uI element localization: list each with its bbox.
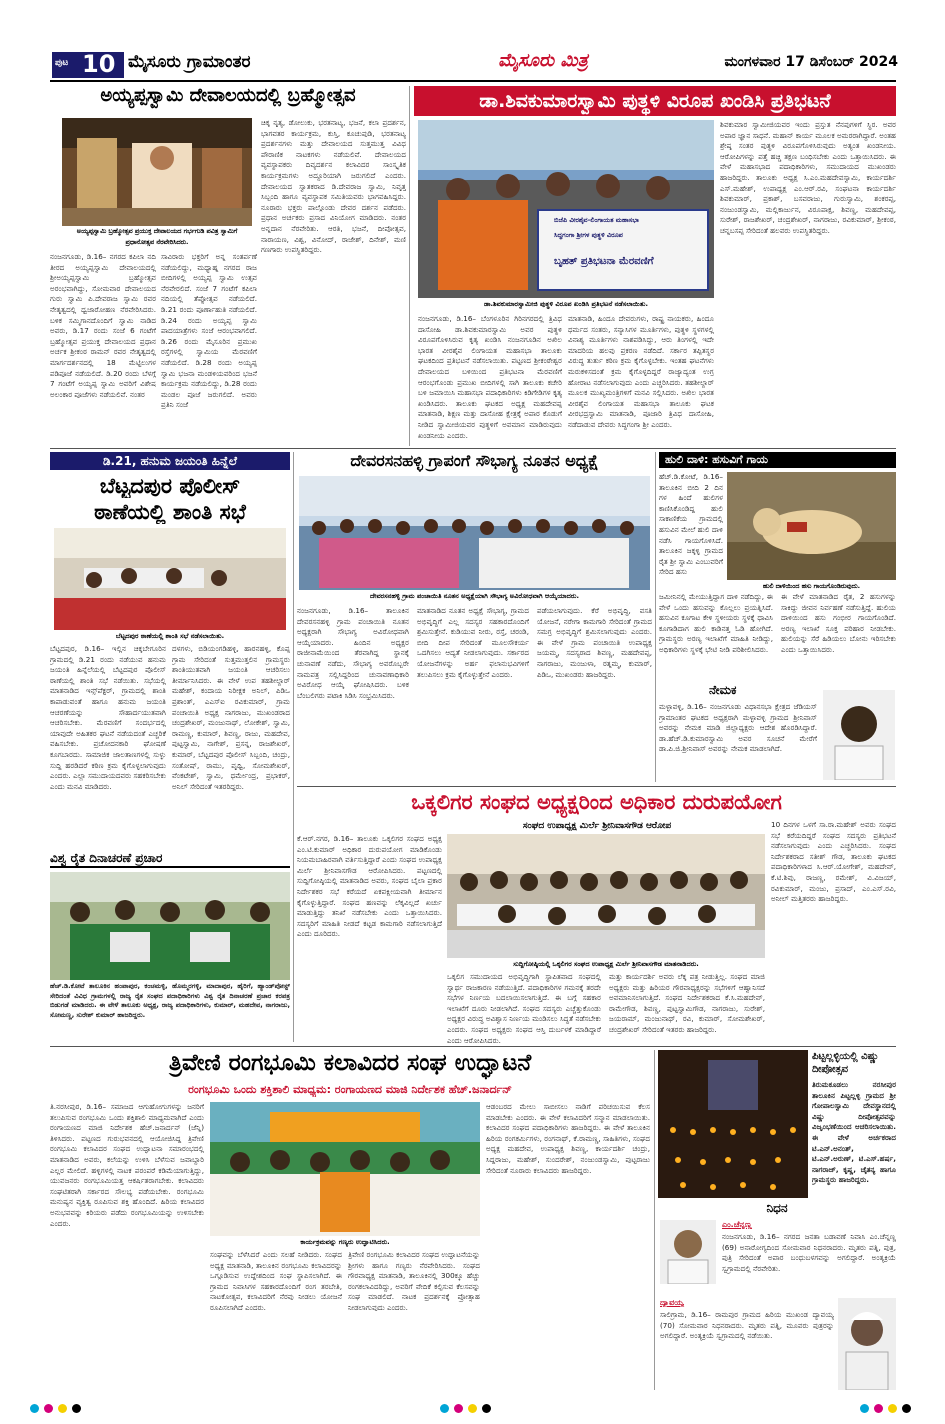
headline: ಒಕ್ಕಲಿಗರ ಸಂಘದ ಅಧ್ಯಕ್ಷರಿಂದ ಅಧಿಕಾರ ದುರುಪಯೋಗ — [411, 790, 782, 814]
divider — [293, 452, 294, 1042]
body-col-2: ಸಂಘವನ್ನು ಬೆಳೆಸಿದರೆ ಎಂದು ಸಲಹೆ ನೀಡಿದರು. ಸಂಘದ ಅಧ್ಯಕ್ಷ ಮಾತನಾಡಿ, ತಾಲೂಕಿನ ರಂಗಭೂಮಿ ಕಲಾವಿದರನ್ನು ಒಗ್ಗೂಡಿಸುವ ಉದ್ದೇಶದಿಂದ ಸಂಘ ಸ್ಥಾಪಿಸಲಾಗಿದೆ. ಈ ಗ್ರಾಮದ ನಿವಾಸಿಗಳ ಸಹಕಾರದೊಂದಿಗೆ ರಂಗ ತರಬೇತಿ, ನಾಟಕೋತ್ಸವ, ಕಲಾವಿದರಿಗೆ ನೆರವು ನೀಡಲು ಯೋಜನೆ ರೂಪಿಸಲಾಗಿದೆ ಎಂದರು. — [210, 1250, 342, 1312]
headline: ನಿಧನ — [766, 1202, 788, 1215]
body-col-1: ನಂಜನಗೂಡು, ಡಿ.16– ತಾಲೂಕಿನ ದೇವರಸನಹಳ್ಳಿ ಗ್ರಾಮ ಪಂಚಾಯಿತಿ ನೂತನ ಅಧ್ಯಕ್ಷರಾಗಿ ಸೌಭಾಗ್ಯ ಅವಿರೋಧವಾಗಿ ಆಯ್ಕೆಯಾದರು. ಹಿಂದಿನ ಅಧ್ಯಕ್ಷರ ರಾಜೀನಾಮೆಯಿಂದ ತೆರವಾಗಿದ್ದ ಸ್ಥಾನಕ್ಕೆ ಚುನಾವಣೆ ನಡೆದು, ಸೌಭಾಗ್ಯ ಅವರೊಬ್ಬರೇ ನಾಮಪತ್ರ ಸಲ್ಲಿಸಿದ್ದರಿಂದ ಚುನಾವಣಾಧಿಕಾರಿ ಅವಿರೋಧ ಆಯ್ಕೆ ಘೋಷಿಸಿದರು. ಬಳಿಕ ಬೆಂಬಲಿಗರು ಪಟಾಕಿ ಸಿಡಿಸಿ ಸಂಭ್ರಮಿಸಿದರು. — [297, 606, 409, 700]
divider — [50, 448, 896, 449]
body-col-1: ಕೆ.ಆರ್.ನಗರ, ಡಿ.16– ತಾಲೂಕು ಒಕ್ಕಲಿಗರ ಸಂಘದ ಅಧ್ಯಕ್ಷ ಎಂ.ಟಿ.ಕುಮಾರ್ ಅಧಿಕಾರ ದುರುಪಯೋಗ ಮಾಡಿಕೊಂಡು ನಿಯಮಬಾಹಿರವಾಗಿ ವರ್ತಿಸುತ್ತಿದ್ದಾರೆ ಎಂದು ಸಂಘದ ಉಪಾಧ್ಯಕ್ಷ ಮಿರ್ಲೆ ಶ್ರೀನಿವಾಸಗೌಡ ಆರೋಪಿಸಿದರು. ಪಟ್ಟಣದಲ್ಲಿ ಸುದ್ದಿಗೋಷ್ಠಿಯಲ್ಲಿ ಮಾತನಾಡಿದ ಅವರು, ಸಂಘದ ಬೈಲಾ ಪ್ರಕಾರ ನಿರ್ದೇಶಕರ ಸಭೆ ಕರೆಯದೆ ಏಕಪಕ್ಷೀಯವಾಗಿ ತೀರ್ಮಾನ ಕೈಗೊಳ್ಳುತ್ತಿದ್ದಾರೆ. ಸಂಘದ ಹಣವನ್ನು ಲೆಕ್ಕವಿಲ್ಲದೆ ಖರ್ಚು ಮಾಡುತ್ತಿದ್ದು ತನಿಖೆ ನಡೆಸಬೇಕು ಎಂದು ಒತ್ತಾಯಿಸಿದರು. ಸದಸ್ಯರಿಗೆ ಮಾಹಿತಿ ನೀಡದೆ ಕಟ್ಟಡ ಕಾಮಗಾರಿ ನಡೆಸಲಾಗುತ್ತಿದೆ ಎಂದು ದೂರಿದರು. — [297, 834, 442, 939]
body-col-2: ದಳಗಳು, ಬಿಡಿಯಂಗಡಿಹಳ್ಳಿ, ಹಾರನಹಳ್ಳಿ, ಕೊಪ್ಪ ಗ್ರಾಮ ಸೇರಿದಂತೆ ಸುತ್ತಮುತ್ತಲಿನ ಗ್ರಾಮಸ್ಥರು ಶಾಂತಿಯುತವಾಗಿ ಜಯಂತಿ ಆಚರಿಸಲು ತೀರ್ಮಾನಿಸಿದರು. ಈ ವೇಳೆ ಉಪ ತಹಶೀಲ್ದಾರ್ ಮಹೇಶ್, ಕಂದಾಯ ನಿರೀಕ್ಷಕ ಅನಿಲ್, ಪಿಡಿಒ ಪ್ರಶಾಂತ್, ಎಎಸ್‌ಐ ರವಿಕುಮಾರ್, ಗ್ರಾಮ ಪಂಚಾಯಿತಿ ಅಧ್ಯಕ್ಷ ನಾಗರಾಜು, ಮುಖಂಡರಾದ ಚಂದ್ರಶೇಖರ್, ಮಂಜುನಾಥ್, ಲೋಕೇಶ್, ಸ್ವಾಮಿ, ರಾಮಣ್ಣ, ಕುಮಾರ್, ಶಿವಣ್ಣ, ರಾಜು, ಮಹದೇವ, ಪುಟ್ಟಸ್ವಾಮಿ, ನಾಗೇಶ್, ಪ್ರಸನ್ನ, ರಾಜಶೇಖರ್, ಕುಮಾರ್, ಬೆಟ್ಟದಪುರ ಪೊಲೀಸ್ ಸಿಬ್ಬಂದಿ, ಚಂದ್ರು, ಸಂತೋಷ್, ರಾಮು, ಪೃಥ್ವಿ, ಸೋಮಶೇಖರ್, ವೆಂಕಟೇಶ್, ಸ್ವಾಮಿ, ಧರ್ಮೇಂದ್ರ, ಪ್ರಭಾಕರ್, ಅನಿಲ್ ಸೇರಿದಂತೆ ಇತರರಿದ್ದರು. — [172, 644, 290, 791]
body-col-2: ಮಾತನಾಡಿದ ನೂತನ ಅಧ್ಯಕ್ಷೆ ಸೌಭಾಗ್ಯ, ಗ್ರಾಮದ ಅಭಿವೃದ್ಧಿಗೆ ಎಲ್ಲ ಸದಸ್ಯರ ಸಹಕಾರದೊಂದಿಗೆ ಶ್ರಮಿಸುತ್ತೇನೆ. ಕುಡಿಯುವ ನೀರು, ರಸ್ತೆ, ಚರಂಡಿ, ಬೀದಿ ದೀಪ ಸೇರಿದಂತೆ ಮೂಲಸೌಕರ್ಯ ಒದಗಿಸಲು ಆದ್ಯತೆ ನೀಡಲಾಗುವುದು. ಸರ್ಕಾರದ ಯೋಜನೆಗಳನ್ನು ಅರ್ಹ ಫಲಾನುಭವಿಗಳಿಗೆ ತಲುಪಿಸಲು ಕ್ರಮ ಕೈಗೊಳ್ಳುತ್ತೇನೆ ಎಂದರು. — [417, 606, 529, 679]
header-rule — [50, 80, 896, 82]
cyan-dot — [30, 1404, 39, 1413]
article-peace-meeting — [50, 452, 290, 852]
article-ayyappa — [50, 86, 406, 446]
photo-caption: ಅಯ್ಯಪ್ಪಸ್ವಾಮಿ ಬ್ರಹ್ಮೋತ್ಸವ ಪ್ರಯುಕ್ತ ದೇವಾಲಯದ ಗರ್ಭಗುಡಿ ಪವಿತ್ರ ಸ್ವಾಮಿಗೆ ಪ್ರಧಾನೋತ್ಸವ ನೆರವೇರಿಸಿದರು. — [62, 226, 252, 250]
cyan-dot — [440, 1404, 449, 1413]
body-text: ಮಳ್ಳಾವಳ್ಳಿ, ಡಿ.16– ನಂಜನಗೂಡು ವಿಧಾನಸಭಾ ಕ್ಷೇತ್ರದ ಜೆಡಿಯಸ್ ಗ್ರಾಮಾಂತರ ಘಟಕದ ಅಧ್ಯಕ್ಷರಾಗಿ ಮಳ್ಳಾವಳ್ಳಿ ಗ್ರಾಮದ ಶ್ರೀನಿವಾಸ್ ಅವರನ್ನು ನೇಮಕ ಮಾಡಿ ಜಿಲ್ಲಾಧ್ಯಕ್ಷರು ಆದೇಶ ಹೊರಡಿಸಿದ್ದಾರೆ. ಡಾ.ಹೆಚ್.ಡಿ.ಕುಮಾರಸ್ವಾಮಿ ಅವರ ಸೂಚನೆ ಮೇರೆಗೆ ಡಾ.ಪಿ.ಜಿ.ಶ್ರೀನಿವಾಸ್ ಅವರನ್ನು ನೇಮಕ ಮಾಡಲಾಗಿದೆ. — [659, 702, 817, 754]
headline-line-1: ಬೆಟ್ಟದಪುರ ಪೊಲೀಸ್ — [99, 474, 241, 498]
temple-photo — [62, 118, 252, 226]
headline-line-2: ಠಾಣೆಯಲ್ಲಿ ಶಾಂತಿ ಸಭೆ — [94, 500, 246, 524]
section-title: ಮೈಸೂರು ಗ್ರಾಮಾಂತರ — [128, 53, 251, 72]
photo-caption: ಹೆಚ್.ಡಿ.ಕೋಟೆ ತಾಲೂಕಿನ ಹಂಪಾಪುರ, ಕಂಚಮಳ್ಳಿ, ಹೊಮ್ಮರಗಳ್ಳಿ, ಮಾದಾಪುರ, ಹೈರಿಗೆ, ಹ್ಯಾಂಡ್‌ಪೋಸ್ಟ್ ಸೇರಿದಂತೆ ವಿವಿಧ ಗ್ರಾಮಗಳಲ್ಲಿ ರಾಜ್ಯ ರೈತ ಸಂಘದ ಪದಾಧಿಕಾರಿಗಳು ವಿಶ್ವ ರೈತ ದಿನಾಚರಣೆ ಪ್ರಚಾರ ಕರಪತ್ರ ಬಿಡುಗಡೆ ಮಾಡಿದರು. ಈ ವೇಳೆ ತಾಲೂಕು ಅಧ್ಯಕ್ಷ, ರಾಜ್ಯ ಪದಾಧಿಕಾರಿಗಳು, ಕುಮಾರ್, ಮಹದೇವ, ನಾಗರಾಜು, ಸೋಮಣ್ಣ, ಸುರೇಶ್ ಕುಮಾರ್ ಹಾಜರಿದ್ದರು. — [50, 982, 290, 1019]
photo-caption: ಕಾರ್ಯಕ್ರಮವನ್ನು ಗಣ್ಯರು ಉದ್ಘಾಟಿಸಿದರು. — [210, 1236, 480, 1248]
deceased-name-2: ದ್ಯಾವಯ್ಯ — [660, 1298, 684, 1307]
body-col-1: ನಂಜನಗೂಡು, ಡಿ.16– ನಗರದ ಕಪಿಲಾ ನದಿ ತೀರದ ಅಯ್ಯಪ್ಪಸ್ವಾಮಿ ದೇವಾಲಯದಲ್ಲಿ ಶ್ರೀಅಯ್ಯಪ್ಪಸ್ವಾಮಿ ಬ್ರಹ್ಮೋತ್ಸವ ಅರಂಭವಾಗಿದ್ದು, ಸೋಮವಾರ ದೇವಾಲಯದ ಗುರು ಸ್ವಾಮಿ ಪಿ.ದೇವರಾಜ ಸ್ವಾಮಿ ರವರ ನೇತೃತ್ವದಲ್ಲಿ ಧ್ವಜಾರೋಹಣ ನೆರವೇರಿಸಿದರು. ಬಳಿಕ ಸಮ್ಮಿಗಾನದೊಂದಿಗೆ ಸ್ವಾಮಿ ನಾಡಿದ ಅವರು, ಡಿ.17 ರಂದು ಸಂಜೆ 6 ಗಂಟೆಗೆ ಬ್ರಹ್ಮೋತ್ಸವ ಪ್ರಯುಕ್ತ ದೇವಾಲಯದ ಪ್ರಧಾನ ಅರ್ಚಕ ಶ್ರೀಕಂಠ ರಾಮನ್ ರವರ ನೇತೃತ್ವದಲ್ಲಿ ಮಾರ್ಗದರ್ಶನದಲ್ಲಿ 18 ಮೆಟ್ಟಿಲುಗಳ ಪಡಿಪೂಜೆ ನಡೆಯಲಿದೆ. ಡಿ.20 ರಂದು ಬೆಳಗ್ಗೆ 7 ಗಂಟೆಗೆ ಅಯ್ಯಪ್ಪ ಸ್ವಾಮಿ ಅವರಿಗೆ ವಿಶೇಷ ಅಲಂಕಾರ ಪೂಜೆಗಳು ನಡೆಯಲಿವೆ. ನಂತರ — [50, 252, 156, 399]
article-lamp-festival — [658, 1050, 896, 1200]
body-col-3: ತ್ರಿವೇಣಿ ರಂಗಭೂಮಿ ಕಲಾವಿದರ ಸಂಘದ ಉದ್ಘಾಟನೆಯನ್ನು ಶ್ರೀಗಳು ಹಾಗೂ ಗಣ್ಯರು ನೆರವೇರಿಸಿದರು. ಸಂಘದ ಗೌರವಾಧ್ಯಕ್ಷ ಮಾತನಾಡಿ, ತಾಲೂಕಿನಲ್ಲಿ 300ಕ್ಕೂ ಹೆಚ್ಚು ರಂಗಕಲಾವಿದರಿದ್ದು, ಅವರಿಗೆ ವೇದಿಕೆ ಕಲ್ಪಿಸುವ ಕೆಲಸವನ್ನು ಸಂಘ ಮಾಡಲಿದೆ. ನಾಟಕ ಪ್ರದರ್ಶನಕ್ಕೆ ಪ್ರೋತ್ಸಾಹ ನೀಡಲಾಗುವುದು ಎಂದರು. — [348, 1250, 480, 1312]
subhead: ಸಂಘದ ಉಪಾಧ್ಯಕ್ಷ ಮಿರ್ಲೆ ಶ್ರೀನಿವಾಸಗೌಡ ಆರೋಪ — [522, 821, 672, 831]
subhead: ರಂಗಭೂಮಿ ಒಂದು ಶಕ್ತಿಶಾಲಿ ಮಾಧ್ಯಮ: ರಂಗಾಯಣದ ಮಾಜಿ ನಿರ್ದೇಶಕ ಹೆಚ್.ಜನಾರ್ದನ್ — [188, 1084, 512, 1096]
body-col-1: ತಿ.ನರಸೀಪುರ, ಡಿ.16– ಸಮಾಜದ ಆಗುಹೋಗುಗಳನ್ನು ಜನರಿಗೆ ತಲುಪಿಸುವ ರಂಗಭೂಮಿ ಒಂದು ಶಕ್ತಿಶಾಲಿ ಮಾಧ್ಯಮವಾಗಿದೆ ಎಂದು ರಂಗಾಯಣದ ಮಾಜಿ ನಿರ್ದೇಶಕ ಹೆಚ್.ಜನಾರ್ದನ್ (ಜೆನ್ನಿ) ತಿಳಿಸಿದರು. ಪಟ್ಟಣದ ಗುರುಭವನದಲ್ಲಿ ಆಯೋಜಿಸಿದ್ದ ತ್ರಿವೇಣಿ ರಂಗಭೂಮಿ ಕಲಾವಿದರ ಸಂಘದ ಉದ್ಘಾಟನಾ ಸಮಾರಂಭದಲ್ಲಿ ಮಾತನಾಡಿದ ಅವರು, ಕಲೆಯನ್ನು ಉಳಿಸಿ ಬೆಳೆಸುವ ಜವಾಬ್ದಾರಿ ಎಲ್ಲರ ಮೇಲಿದೆ. ಹಳ್ಳಿಗಳಲ್ಲಿ ನಾಟಕ ಪರಂಪರೆ ಕಡಿಮೆಯಾಗುತ್ತಿದ್ದು, ಯುವಜನರು ರಂಗಭೂಮಿಯತ್ತ ಆಕರ್ಷಿತರಾಗಬೇಕು. ಕಲಾವಿದರು ಸಂಘಟಿತರಾಗಿ ಸರ್ಕಾರದ ಸೌಲಭ್ಯ ಪಡೆಯಬೇಕು. ರಂಗಭೂಮಿ ಮನುಷ್ಯನ ವ್ಯಕ್ತಿತ್ವ ರೂಪಿಸುವ ಶಕ್ತಿ ಹೊಂದಿದೆ. ಹಿರಿಯ ಕಲಾವಿದರ ಅನುಭವವನ್ನು ಕಿರಿಯರು ಪಡೆದು ರಂಗಭೂಮಿಯನ್ನು ಉಳಿಸಬೇಕು ಎಂದರು. — [50, 1102, 204, 1228]
banner-text-1: ಬಿಜೆಪಿ ವೀರಶೈವ-ಲಿಂಗಾಯತ ಮಹಾಸಭಾ — [554, 216, 639, 224]
header-bar — [0, 0, 945, 88]
divider — [297, 786, 896, 787]
issue-date: ಮಂಗಳವಾರ 17 ಡಿಸೆಂಬರ್ 2024 — [724, 54, 898, 70]
farmers-photo — [50, 872, 290, 980]
press-meet-photo — [447, 834, 765, 958]
body-col-4: ಆಡಂಬರದ ಮೇಲು ಸಾಬೀಸಲು ನಾಡಿಗೆ ಪರಿಚಯಿಸುವ ಕೆಲಸ ಮಾಡಬೇಕು ಎಂದರು. ಈ ವೇಳೆ ಕಲಾವಿದರಿಗೆ ಸನ್ಮಾನ ಮಾಡಲಾಯಿತು. ಕಲಾವಿದರ ಸಂಘದ ಪದಾಧಿಕಾರಿಗಳು ಹಾಜರಿದ್ದರು. ಈ ವೇಳೆ ತಾಲೂಕಿನ ಹಿರಿಯ ರಂಗಕರ್ಮಿಗಳು, ರಂಗನಾಥ್, ಕೆ.ರಾಮಣ್ಣ, ಸಾಹಿತಿಗಳು, ಸಂಘದ ಅಧ್ಯಕ್ಷ ಮಹದೇವ, ಉಪಾಧ್ಯಕ್ಷ ಶಿವಣ್ಣ, ಕಾರ್ಯದರ್ಶಿ ಚಂದ್ರು, ಸಿದ್ದರಾಜು, ಮಹೇಶ್, ಸುಂದರೇಶ್, ನಂಜುಂಡಸ್ವಾಮಿ, ಪುಟ್ಟರಾಜು ಸೇರಿದಂತೆ ನೂರಾರು ಕಲಾವಿದರು ಹಾಜರಿದ್ದರು. — [486, 1102, 650, 1175]
black-dot — [902, 1404, 911, 1413]
article-tiger-attack — [659, 452, 896, 680]
body-col-2: ಸಾವಿರಾರು ಭಕ್ತರಿಗೆ ಅನ್ನ ಸಂತರ್ಪಣೆ ನಡೆಯಲಿದ್ದು, ಮಧ್ಯಾಹ್ನ ನಗರದ ರಾಜ ಬೀದಿಗಳಲ್ಲಿ ಅಯ್ಯಪ್ಪ ಸ್ವಾಮಿ ಉತ್ಸವ ನೆರವೇರಲಿದೆ. ಸಂಜೆ 7 ಗಂಟೆಗೆ ಕಪಿಲಾ ನದಿಯಲ್ಲಿ ತೆಪ್ಪೋತ್ಸವ ನಡೆಯಲಿದೆ. ಡಿ.21 ರಂದು ಪೂರ್ಣಾಹುತಿ ನಡೆಯಲಿದೆ. ಡಿ.24 ರಂದು ಅಯ್ಯಪ್ಪ ಸ್ವಾಮಿ ಪಾದಯಾತ್ರೆಗಳು ಸಂಜೆ ಆರಂಭವಾಗಲಿದೆ. ಡಿ.26 ರಂದು ಮೈಸೂರಿನ ಪ್ರಮುಖ ರಸ್ತೆಗಳಲ್ಲಿ ಸ್ವಾಮಿಯ ಮೆರವಣಿಗೆ ನಡೆಯಲಿದೆ. ಡಿ.28 ರಂದು ಅಯ್ಯಪ್ಪ ಸ್ವಾಮಿ ಭಜನಾ ಮಂಡಳಿಯವರಿಂದ ಭಜನೆ ಕಾರ್ಯಕ್ರಮ ನಡೆಯಲಿದ್ದು, ಡಿ.28 ರಂದು ಮಂಡಲ ಪೂಜೆ ಜರುಗಲಿದೆ. ಅವರು ಪ್ರತಿನಿ ಸಂಜೆ — [161, 252, 257, 410]
headline: ಅಯ್ಯಪ್ಪಸ್ವಾಮಿ ದೇವಾಲಯದಲ್ಲಿ ಬ್ರಹ್ಮೋತ್ಸವ — [100, 86, 356, 106]
yellow-dot — [468, 1404, 477, 1413]
color-registration-strip — [0, 1400, 945, 1420]
article-grampanchayat — [297, 452, 652, 782]
protest-photo — [418, 120, 714, 298]
magenta-dot — [874, 1404, 883, 1413]
deceased-name-1: ಎಂ.ಚೆನ್ನಣ್ಣ — [722, 1220, 752, 1229]
headline: ಡಾ.ಶಿವಕುಮಾರಸ್ವಾಮಿ ಪುತ್ಥಳಿ ವಿರೂಪ ಖಂಡಿಸಿ ಪ್ರತಿಭಟನೆ — [414, 86, 896, 116]
body-col-3: ಮತ್ತು ಕಾರ್ಯದರ್ಶಿ ಅವರು ಲೆಕ್ಕ ಪತ್ರ ನೀಡುತ್ತಿಲ್ಲ. ಸಂಘದ ಮಾಜಿ ಅಧ್ಯಕ್ಷರು ಮತ್ತು ಹಿರಿಯರ ಗೌರವಾಧ್ಯಕ್ಷರನ್ನು ಸಭೆಗಳಿಗೆ ಆಹ್ವಾನಿಸದೆ ಅವಮಾನಿಸಲಾಗುತ್ತಿದೆ. ಸಂಘದ ನಿರ್ದೇಶಕರಾದ ಕೆ.ಸಿ.ಮಹದೇವ್, ರಾಮೇಗೌಡ, ಶಿವಣ್ಣ, ಪುಟ್ಟಸ್ವಾಮಿಗೌಡ, ನಾಗರಾಜು, ಸುರೇಶ್, ಜಯರಾಮ್, ಮಂಜುನಾಥ್, ರವಿ, ಕುಮಾರ್, ಸೋಮಶೇಖರ್, ಚಂದ್ರಶೇಖರ್ ಸೇರಿದಂತೆ ಇತರರು ಹಾಜರಿದ್ದರು. — [609, 972, 765, 1034]
kicker: ಡಿ.21, ಹನುಮ ಜಯಂತಿ ಹಿನ್ನೆಲೆ — [50, 452, 290, 470]
photo-caption: ಸುದ್ದಿಗೋಷ್ಠಿಯಲ್ಲಿ ಒಕ್ಕಲಿಗರ ಸಂಘದ ಉಪಾಧ್ಯಕ್ಷ ಮಿರ್ಲೆ ಶ್ರೀನಿವಾಸಗೌಡ ಮಾತನಾಡಿದರು. — [447, 958, 765, 970]
magenta-dot — [44, 1404, 53, 1413]
body-col-2: ಒಕ್ಕಲಿಗ ಸಮುದಾಯದ ಅಭಿವೃದ್ಧಿಗಾಗಿ ಸ್ಥಾಪಿತವಾದ ಸಂಘದಲ್ಲಿ ಸ್ವಾರ್ಥ ರಾಜಕಾರಣ ನಡೆಯುತ್ತಿದೆ. ಪದಾಧಿಕಾರಿಗಳ ಗಮನಕ್ಕೆ ತರದೇ ಸಭೆಗಳ ನಿರ್ಣಯ ಬದಲಾಯಿಸಲಾಗುತ್ತಿದೆ. ಈ ಬಗ್ಗೆ ಸಹಕಾರ ಇಲಾಖೆಗೆ ದೂರು ನೀಡಲಾಗಿದೆ. ಸಂಘದ ಸದಸ್ಯರು ಎಚ್ಚೆತ್ತುಕೊಂಡು ಅಧ್ಯಕ್ಷರ ವಿರುದ್ಧ ಅವಿಶ್ವಾಸ ನಿರ್ಣಯ ಮಂಡಿಸಲು ಸಿದ್ಧತೆ ನಡೆಸಬೇಕು ಎಂದರು. ಸಂಘದ ಅಧ್ಯಕ್ಷರು ಸಂಘದ ಆಸ್ತಿ ದುರ್ಬಳಕೆ ಮಾಡಿದ್ದಾರೆ ಎಂದು ಆರೋಪಿಸಿದರು. — [447, 972, 601, 1044]
article-theatre-association — [50, 1050, 650, 1390]
group-photo — [299, 476, 650, 590]
divider — [654, 1050, 655, 1390]
inauguration-photo — [210, 1102, 480, 1236]
obituary-text-1: ನಂಜನಗೂಡು, ಡಿ.16– ನಗರದ ಜನತಾ ಬಡಾವಣೆ ನಿವಾಸಿ ಎಂ.ಚೆನ್ನಣ್ಣ (69) ಅನಾರೋಗ್ಯದಿಂದ ಸೋಮವಾರ ನಿಧನರಾದರು. ಮೃತರು ಪತ್ನಿ, ಪುತ್ರ, ಪುತ್ರಿ ಸೇರಿದಂತೆ ಅಪಾರ ಬಂಧುಬಳಗವನ್ನು ಅಗಲಿದ್ದಾರೆ. ಅಂತ್ಯಕ್ರಿಯೆ ಸ್ವಗ್ರಾಮದಲ್ಲಿ ನೆರವೇರಿತು. — [722, 1232, 896, 1273]
divider — [655, 452, 656, 782]
obituary-portrait-1 — [660, 1220, 716, 1284]
body-col-1: ಜಮೀನಿನಲ್ಲಿ ಮೇಯುತ್ತಿದ್ದಾಗ ದಾಳಿ ನಡೆದಿದ್ದು, ಈ ವೇಳೆ ಒಂದು ಹಸುವನ್ನು ಕೊಲ್ಲಲು ಪ್ರಯತ್ನಿಸಿದೆ. ಹಸುವಿನ ಕೂಗಾಟ ಕೇಳಿ ಸ್ಥಳೀಯರು ಸ್ಥಳಕ್ಕೆ ಧಾವಿಸಿ ಕೂಗಾಡಿದಾಗ ಹುಲಿ ಕಾಡಿನತ್ತ ಓಡಿ ಹೋಗಿದೆ. ಗ್ರಾಮಸ್ಥರು ಅರಣ್ಯ ಇಲಾಖೆಗೆ ಮಾಹಿತಿ ನೀಡಿದ್ದು, ಅಧಿಕಾರಿಗಳು ಸ್ಥಳಕ್ಕೆ ಭೇಟಿ ನೀಡಿ ಪರಿಶೀಲಿಸಿದರು. — [659, 592, 773, 654]
headline: ವಿಶ್ವ ರೈತ ದಿನಾಚರಣೆ ಪ್ರಚಾರ — [50, 852, 290, 868]
headline: ಪಿಟ್ಟಲ್ಲಳ್ಳಿಯಲ್ಲಿ ವಿಷ್ಣು ದೀಪೋತ್ಸವ — [812, 1051, 880, 1075]
black-dot — [72, 1404, 81, 1413]
body-col-2: ಈ ವೇಳೆ ಮಾತನಾಡಿದ ರೈತ, 2 ಹಸುಗಳನ್ನು ಸಾಕಿದ್ದು ಜೀವನ ನಿರ್ವಹಣೆ ನಡೆಸುತ್ತಿದ್ದೆ. ಹುಲಿಯ ದಾಳಿಯಿಂದ ಹಸು ಗಂಭೀರ ಗಾಯಗೊಂಡಿದೆ. ಅರಣ್ಯ ಇಲಾಖೆ ಸೂಕ್ತ ಪರಿಹಾರ ನೀಡಬೇಕು. ಹುಲಿಯನ್ನು ಸೆರೆ ಹಿಡಿಯಲು ಬೋನು ಇರಿಸಬೇಕು ಎಂದು ಒತ್ತಾಯಿಸಿದರು. — [781, 592, 896, 654]
yellow-dot — [58, 1404, 67, 1413]
cyan-dot — [860, 1404, 869, 1413]
photo-caption: ಡಾ.ಶಿವಕುಮಾರಸ್ವಾಮೀಜಿ ಪುತ್ಥಳಿ ವಿರೂಪ ಖಂಡಿಸಿ ಪ್ರತಿಭಟನೆ ನಡೆಸಲಾಯಿತು. — [418, 298, 714, 312]
article-farmers-day — [50, 852, 290, 1042]
article-appointment — [659, 684, 896, 782]
body-col-3: ಶಿವಕುಮಾರ ಸ್ವಾಮೀಜಿಯವರ ಇಂದು ಪ್ರಸ್ತುತ ನೆನಪುಗಳಿಗೆ ಸ್ಥಿರ. ಅವರ ಅಪಾರ ಜ್ಞಾನ ಸಾಧನೆ. ಮಹಾನ್ ಕಾರ್ಯ ಮೂಲಕ ಅಮರರಾಗಿದ್ದಾರೆ. ಅಂತಹ ಶ್ರೇಷ್ಠ ಸಂತರ ಪುತ್ಥಳಿ ವಿರೂಪಗೊಳಿಸಿರುವುದು ಅತ್ಯಂತ ಖಂಡನೀಯ. ಆರೋಪಿಗಳನ್ನು ಪತ್ತೆ ಹಚ್ಚಿ ತಕ್ಷಣ ಬಂಧಿಸಬೇಕು ಎಂದು ಒತ್ತಾಯಿಸಿದರು. ಈ ವೇಳೆ ಮಹಾಸಭಾದ ಪದಾಧಿಕಾರಿಗಳು, ಸಮುದಾಯದ ಮುಖಂಡರು ಹಾಜರಿದ್ದರು. ತಾಲೂಕು ಅಧ್ಯಕ್ಷ ಸಿ.ಎಂ.ಮಹದೇವಸ್ವಾಮಿ, ಕಾರ್ಯದರ್ಶಿ ಎಸ್.ಮಹೇಶ್, ಉಪಾಧ್ಯಕ್ಷ ಎಂ.ಆರ್.ರವಿ, ಸಂಘಟನಾ ಕಾರ್ಯದರ್ಶಿ ಶಿವಕುಮಾರ್, ಪ್ರಕಾಶ್, ಬಸವರಾಜು, ಗುರುಸ್ವಾಮಿ, ಶಂಕರಪ್ಪ, ನಂಜುಂಡಸ್ವಾಮಿ, ಮಲ್ಲಿಕಾರ್ಜುನ, ವಿರೂಪಾಕ್ಷ, ಶಿವಣ್ಣ, ಮಹದೇವಪ್ಪ, ಸುರೇಶ್, ರಾಜಶೇಖರ್, ಚಂದ್ರಶೇಖರ್, ನಾಗರಾಜು, ರವಿಕುಮಾರ್, ಶ್ರೀಕಂಠ, ಚನ್ನಬಸಪ್ಪ ಸೇರಿದಂತೆ ಹಲವರು ಉಪಸ್ಥಿತರಿದ್ದರು. — [720, 120, 896, 235]
banner-text-2: ಸಿದ್ಧಗಂಗಾ ಶ್ರೀಗಳ ಪುತ್ಥಳಿ ವಿರೂಪ — [554, 231, 623, 239]
body-col-1: ಬೆಟ್ಟದಪುರ, ಡಿ.16– ಇಲ್ಲಿನ ಚಿಕ್ಕಬೇಗೂರಿನ ಗ್ರಾಮದಲ್ಲಿ ಡಿ.21 ರಂದು ನಡೆಯುವ ಹನುಮ ಜಯಂತಿ ಹಿನ್ನೆಲೆಯಲ್ಲಿ ಬೆಟ್ಟದಪುರ ಪೊಲೀಸ್ ಠಾಣೆಯಲ್ಲಿ ಶಾಂತಿ ಸಭೆ ನಡೆಯಿತು. ಸಭೆಯಲ್ಲಿ ಮಾತನಾಡಿದ ಇನ್ಸ್‌ಪೆಕ್ಟರ್, ಗ್ರಾಮದಲ್ಲಿ ಶಾಂತಿ ಕಾಪಾಡುವಂತೆ ಹಾಗೂ ಹನುಮ ಜಯಂತಿ ಆಚರಣೆಯನ್ನು ಸೌಹಾರ್ದಯುತವಾಗಿ ಆಚರಿಸಬೇಕು. ಮೆರವಣಿಗೆ ಸಂದರ್ಭದಲ್ಲಿ ಯಾವುದೇ ಅಹಿತಕರ ಘಟನೆ ನಡೆಯದಂತೆ ಎಚ್ಚರಿಕೆ ವಹಿಸಬೇಕು. ಪ್ರಚೋದನಕಾರಿ ಘೋಷಣೆ ಕೂಗಬಾರದು. ಸಾಮಾಜಿಕ ಜಾಲತಾಣಗಳಲ್ಲಿ ಸುಳ್ಳು ಸುದ್ದಿ ಹರಡಿದರೆ ಕಠಿಣ ಕ್ರಮ ಕೈಗೊಳ್ಳಲಾಗುವುದು ಎಂದರು. ಎಲ್ಲಾ ಸಮುದಾಯದವರು ಸಹಕರಿಸಬೇಕು ಎಂದು ಮನವಿ ಮಾಡಿದರು. — [50, 644, 166, 791]
article-obituary — [658, 1202, 896, 1392]
photo-caption: ಬೆಟ್ಟದಪುರ ಠಾಣೆಯಲ್ಲಿ ಶಾಂತಿ ಸಭೆ ನಡೆಸಲಾಯಿತು. — [54, 630, 286, 643]
article-vokkaliga — [297, 790, 896, 1044]
headline: ತ್ರಿವೇಣಿ ರಂಗಭೂಮಿ ಕಲಾವಿದರ ಸಂಘ ಉದ್ಘಾಟನೆ — [168, 1050, 532, 1076]
body-col-1: ನಂಜನಗೂಡು, ಡಿ.16– ಬೆಂಗಳೂರಿನ ಗಿರಿನಗರದಲ್ಲಿ ತ್ರಿವಿಧ ದಾಸೋಹಿ ಡಾ.ಶಿವಕುಮಾರಸ್ವಾಮಿ ಅವರ ಪುತ್ಥಳಿ ವಿರೂಪಗೊಳಿಸಿರುವ ಕೃತ್ಯ ಖಂಡಿಸಿ ನಂಜನಗೂಡಿನ ಅಖಿಲ ಭಾರತ ವೀರಶೈವ ಲಿಂಗಾಯತ ಮಹಾಸಭಾ ತಾಲೂಕು ಘಟಕದಿಂದ ಪ್ರತಿಭಟನೆ ನಡೆಸಲಾಯಿತು. ಪಟ್ಟಣದ ಶ್ರೀಕಂಠೇಶ್ವರ ದೇವಾಲಯದ ಬಳಿಯಿಂದ ಪ್ರತಿಭಟನಾ ಮೆರವಣಿಗೆ ಆರಂಭಗೊಂಡು ಪ್ರಮುಖ ಬೀದಿಗಳಲ್ಲಿ ಸಾಗಿ ತಾಲೂಕು ಕಚೇರಿ ಬಳಿ ಜಮಾಯಿಸಿ ಮಹಾಸಭಾ ಪದಾಧಿಕಾರಿಗಳು ಕಿಡಿಗೇಡಿಗಳ ಕೃತ್ಯ ಖಂಡಿಸಿದರು. ತಾಲೂಕು ಘಟಕದ ಅಧ್ಯಕ್ಷ ಮಹದೇವಪ್ಪ ಮಾತನಾಡಿ, ಶಿಕ್ಷಣ ಮತ್ತು ದಾಸೋಹ ಕ್ಷೇತ್ರಕ್ಕೆ ಅಪಾರ ಕೊಡುಗೆ ನೀಡಿದ ಸ್ವಾಮೀಜಿಯವರ ಪುತ್ಥಳಿಗೆ ಅವಮಾನ ಮಾಡಿರುವುದು ಖಂಡನೀಯ ಎಂದರು. — [418, 314, 562, 440]
photo-caption: ದೇವರಸನಹಳ್ಳಿ ಗ್ರಾಮ ಪಂಚಾಯಿತಿ ನೂತನ ಅಧ್ಯಕ್ಷೆಯಾಗಿ ಸೌಭಾಗ್ಯ ಅವಿರೋಧವಾಗಿ ಆಯ್ಕೆಯಾದರು. — [299, 590, 650, 603]
page-number: 10 — [82, 50, 116, 78]
photo-caption: ಹುಲಿ ದಾಳಿಯಿಂದ ಹಸು ಗಾಯಗೊಂಡಿರುವುದು. — [727, 580, 896, 592]
yellow-dot — [888, 1404, 897, 1413]
lamps-photo — [658, 1050, 808, 1198]
headline: ಹುಲಿ ದಾಳಿ: ಹಸುವಿಗೆ ಗಾಯ — [659, 452, 896, 468]
page-label: ಪುಟ — [55, 58, 69, 68]
headline: ದೇವರಸನಹಳ್ಳಿ ಗ್ರಾಪಂಗೆ ಸೌಭಾಗ್ಯ ನೂತನ ಅಧ್ಯಕ್ಷೆ — [350, 452, 599, 470]
body-col-3: ಪಡೆಯಲಾಗುವುದು. ಕೆರೆ ಅಭಿವೃದ್ಧಿ, ವಸತಿ ಯೋಜನೆ, ನರೇಗಾ ಕಾಮಗಾರಿ ಸೇರಿದಂತೆ ಗ್ರಾಮದ ಸಮಗ್ರ ಅಭಿವೃದ್ಧಿಗೆ ಶ್ರಮಿಸಲಾಗುವುದು ಎಂದರು. ಈ ವೇಳೆ ಗ್ರಾಮ ಪಂಚಾಯಿತಿ ಉಪಾಧ್ಯಕ್ಷ ಜಯಮ್ಮ, ಸದಸ್ಯರಾದ ಶಿವಣ್ಣ, ಮಹದೇವಪ್ಪ, ನಾಗರಾಜು, ಮಂಜುಳಾ, ರತ್ನಮ್ಮ, ಕುಮಾರ್, ಪಿಡಿಒ, ಮುಖಂಡರು ಹಾಜರಿದ್ದರು. — [537, 606, 652, 679]
body-text: ತಿರುಮಕೂಡಲು ನರಸೀಪುರ ತಾಲೂಕಿನ ಪಿಟ್ಟಲ್ಲಳ್ಳಿ ಗ್ರಾಮದ ಶ್ರೀ ಗೋಪಾಲಸ್ವಾಮಿ ದೇವಸ್ಥಾನದಲ್ಲಿ ವಿಷ್ಣು ದೀಪೋತ್ಸವವನ್ನು ವಿಜೃಂಭಣೆಯಿಂದ ಆಚರಿಸಲಾಯಿತು. ಈ ವೇಳೆ ಅರ್ಚಕರಾದ ಟಿ.ಎನ್.ಅನಂತ್, ಟಿ.ಎನ್.ಅರುಣ್, ಟಿ.ಎಸ್.ಹರ್ಷ, ನಾಗರಾಜ್, ಕೃಷ್ಣ, ಚೈತನ್ಯ ಹಾಗೂ ಗ್ರಾಮಸ್ಥರು ಹಾಜರಿದ್ದರು. — [812, 1080, 896, 1185]
magenta-dot — [454, 1404, 463, 1413]
meeting-photo — [54, 528, 286, 630]
divider — [50, 1046, 896, 1047]
banner-text-3: ಬೃಹತ್ ಪ್ರತಿಭಟನಾ ಮೆರವಣಿಗೆ — [554, 256, 654, 267]
body-col-3: ಚಿಕ್ಕ ನೃತ್ಯ, ಡೋಲುಕು, ಭರತನಾಟ್ಯ, ಭಜನೆ, ಕಲಾ ಪ್ರದರ್ಶನ, ಭಾಗವತರ ಕಾರ್ಯಕ್ರಮ, ಕುಸ್ತಿ, ಕೂಚುಪುಡಿ, ಭರತನಾಟ್ಯ ಪ್ರದರ್ಶನಗಳು ಮತ್ತು ದೇವಾಲಯದ ಸುತ್ತಮುತ್ತ ವಿವಿಧ ಪೌರಾಣಿಕ ನಾಟಕಗಳು ನಡೆಯಲಿವೆ. ದೇವಾಲಯದ ವ್ಯವಸ್ಥಾಪಕರು ದಿವ್ಯದರ್ಶನ ಕಲಾವಿದರ ಸಾಂಸ್ಕೃತಿಕ ಕಾರ್ಯಕ್ರಮಗಳು ಅದ್ದೂರಿಯಾಗಿ ಜರುಗಲಿದೆ ಎಂದರು. ದೇವಾಲಯದ ಸ್ವಾತಕರಾದ ಡಿ.ದೇವರಾಜ ಸ್ವಾಮಿ, ನಿವೃತ್ತ ಸಿಬ್ಬಂದಿ ಹಾಗೂ ವ್ಯವಸ್ಥಾಪಕ ಸಮಿತಿಯವರು ಭಾಗವಹಿಸಿದ್ದರು. ನೂರಾರು ಭಕ್ತರು ಪಾಲ್ಗೊಂಡು ದೇವರ ದರ್ಶನ ಪಡೆದರು. ಪ್ರಧಾನ ಅರ್ಚಕರು ಪ್ರಸಾದ ವಿನಿಯೋಗ ಮಾಡಿದರು. ನಂತರ ಅನ್ನದಾನ ನೆರವೇರಿತು. ಆರತಿ, ಭಜನೆ, ದೀಪೋತ್ಸವ, ನಾರಾಯಣ, ವಿಶ್ವ, ವಿನೋದ್, ರಾಜೇಶ್, ದಿನೇಶ್, ಮಣಿ ಗಣಗಾರು ಉಪಸ್ಥಿತರಿದ್ದರು. — [261, 118, 406, 255]
body-col-2: ಮಾತನಾಡಿ, ಹಿಂದೂ ದೇವರುಗಳು, ರಾಷ್ಟ್ರ ನಾಯಕರು, ಹಿಂದೂ ಧರ್ಮದ ಸಂತರು, ಸನ್ಯಾಸಿಗಳ ಮೂರ್ತಿಗಳು, ಪುತ್ಥಳಿ ಸ್ಥಳಗಳಲ್ಲಿ ವಿನಾಶ್ಯ ಮೂರ್ತಿಗಳು ನಾಶಪಡಿಸಿದ್ದು, ಆರು ತಿಂಗಳಲ್ಲಿ ಇದೇ ಮಾದರಿಯ ಹಲವು ಪ್ರಕರಣ ನಡೆದಿದೆ. ಸರ್ಕಾರ ತಪ್ಪಿತಸ್ಥರ ವಿರುದ್ಧ ತುರ್ತು ಕಠಿಣ ಕ್ರಮ ಕೈಗೊಳ್ಳಬೇಕು. ಇಂತಹ ಘಟನೆಗಳು ಮರುಕಳಿಸದಂತೆ ಕ್ರಮ ಕೈಗೊಳ್ಳದಿದ್ದರೆ ರಾಜ್ಯಾದ್ಯಂತ ಉಗ್ರ ಹೋರಾಟ ನಡೆಸಲಾಗುವುದು ಎಂದು ಎಚ್ಚರಿಸಿದರು. ತಹಶೀಲ್ದಾರ್ ಮೂಲಕ ಮುಖ್ಯಮಂತ್ರಿಗಳಿಗೆ ಮನವಿ ಸಲ್ಲಿಸಿದರು. ಅಖಿಲ ಭಾರತ ವೀರಶೈವ ಲಿಂಗಾಯತ ಮಹಾಸಭಾ ತಾಲೂಕು ಘಟಕ ವೀರಭದ್ರಸ್ವಾಮಿ ಮಾತನಾಡಿ, ಪೂಜಾರಿ ತ್ರಿವಿಧ ದಾಸೋಹಿ, ನಡೆದಾಡುವ ದೇವರು ಸಿದ್ಧಗಂಗಾ ಶ್ರೀ ಎಂದರು. — [568, 314, 714, 429]
body-top: ಹೆಚ್.ಡಿ.ಕೋಟೆ, ಡಿ.16– ತಾಲೂಕಿನ ಬೀದಿ 2 ದಿನ ಗಳ ಹಿಂದೆ ಹುಲಿಗಳ ಕಾಣಿಸಿಕೊಂಡಿದ್ದ ಹುಲಿ ಸಾಕಾಣಿಕೆಯ ಗ್ರಾಮದಲ್ಲಿ ಹಸುವಿನ ಮೇಲೆ ಹುಲಿ ದಾಳಿ ನಡೆಸಿ ಗಾಯಗೊಳಿಸಿದೆ. ತಾಲೂಕಿನ ಜಕ್ಕಳ್ಳಿ ಗ್ರಾಮದ ರೈತ ಶ್ರೀ ಸ್ವಾಮಿ ಎಂಬುವರಿಗೆ ಸೇರಿದ ಹಸು — [659, 472, 723, 577]
divider — [409, 86, 410, 446]
headline: ನೇಮಕ — [709, 684, 737, 697]
black-dot — [482, 1404, 491, 1413]
body-col-4: 10 ದಿನಗಳ ಒಳಗೆ ಸಾ.ರಾ.ಮಹೇಶ್ ಅವರು ಸಂಘದ ಸಭೆ ಕರೆಯದಿದ್ದರೆ ಸಂಘದ ಸದಸ್ಯರು ಪ್ರತಿಭಟನೆ ನಡೆಸಲಾಗುವುದು ಎಂದು ಎಚ್ಚರಿಸಿದರು. ಸಂಘದ ನಿರ್ದೇಶಕರಾದ ಸತೀಶ್ ಗೌಡ, ತಾಲೂಕು ಘಟಕದ ಪದಾಧಿಕಾರಿಗಳಾದ ಸಿ.ಆರ್.ಯೋಗೇಶ್, ಮಹದೇವ್, ಕೆ.ಟಿ.ಶಿವು, ರಾಜಣ್ಣ, ರಮೇಶ್, ವಿ.ವಿಜಯ್, ರವಿಕುಮಾರ್, ಮಂಜು, ಪ್ರಸಾದ್, ಎಂ.ಎಸ್.ರವಿ, ಅನೀಲ್ ಮತ್ತಿತರರು ಹಾಜರಿದ್ದರು. — [771, 820, 896, 904]
masthead-logo: ಮೈಸೂರು ಮಿತ್ರ — [498, 51, 588, 71]
obituary-portrait-2 — [838, 1298, 896, 1390]
obituary-text-2: ಸಾಲಿಗ್ರಾಮ, ಡಿ.16– ರಾಮಪುರ ಗ್ರಾಮದ ಹಿರಿಯ ಮುಖಂಡ ದ್ಯಾವಯ್ಯ (70) ಸೋಮವಾರ ನಿಧನರಾದರು. ಮೃತರು ಪತ್ನಿ, ಮೂವರು ಪುತ್ರರನ್ನು ಅಗಲಿದ್ದಾರೆ. ಅಂತ್ಯಕ್ರಿಯೆ ಸ್ವಗ್ರಾಮದಲ್ಲಿ ನಡೆಯಿತು. — [660, 1310, 834, 1341]
article-protest — [414, 86, 896, 446]
portrait-photo — [823, 690, 895, 780]
cow-photo — [727, 472, 896, 580]
